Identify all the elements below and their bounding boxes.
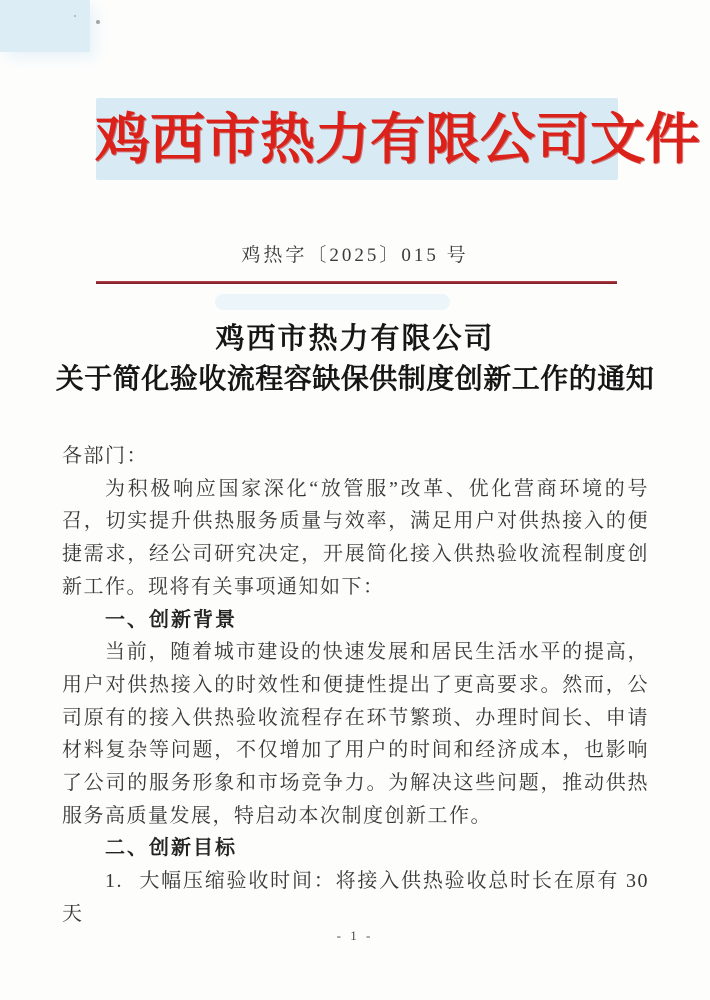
notice-title-subject: 关于简化验收流程容缺保供制度创新工作的通知 <box>55 363 655 394</box>
letterhead-title: 鸡西市热力有限公司文件 <box>95 109 701 170</box>
document-body <box>62 440 649 931</box>
page-number: - 1 - <box>336 928 374 943</box>
scan-speck <box>96 20 100 24</box>
list-item-number: 1. <box>105 870 123 893</box>
document-number: 鸡热字〔2025〕015 号 <box>241 245 469 266</box>
section-2-item-1 <box>62 865 649 930</box>
intro-paragraph: 为积极响应国家深化“放管服”改革、优化营商环境的号召，切实提升供热服务质量与效率，满足用户对供热接入的便捷需求，经公司研究决定，开展简化接入供热验收流程制度创新工作。现将有关事项通知如下： <box>62 477 649 598</box>
section-1-paragraph: 当前，随着城市建设的快速发展和居民生活水平的提高，用户对供热接入的时效性和便捷性提出了更高要求。然而，公司原有的接入供热验收流程存在环节繁琐、办理时间长、申请材料复杂等问题，不仅增加了用户的时间和经济成本，也影响了公司的服务形象和市场竞争力。为解决这些问题，推动供热服务高质量发展，特启动本次制度创新工作。 <box>62 641 649 827</box>
section-2-heading: 二、创新目标 <box>105 837 237 860</box>
list-item-text: 大幅压缩验收时间：将接入供热验收总时长在原有 30 天 <box>62 870 649 925</box>
scan-speck <box>74 15 76 17</box>
section-1-heading: 一、创新背景 <box>105 608 237 631</box>
notice-title-company: 鸡西市热力有限公司 <box>215 323 495 355</box>
scan-smudge-under-divider <box>215 294 450 310</box>
salutation: 各部门： <box>62 445 148 467</box>
scan-smudge-top-left <box>0 0 90 52</box>
notice-title <box>0 320 710 400</box>
red-divider-line <box>96 281 617 284</box>
